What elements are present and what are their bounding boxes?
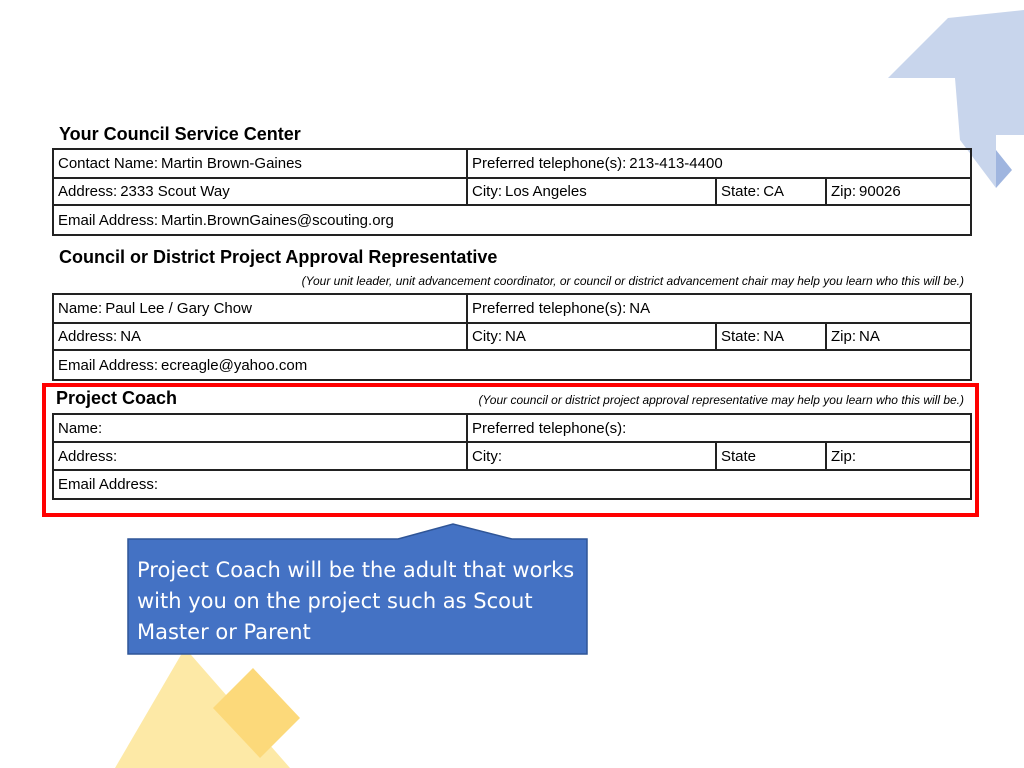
city-label: City:	[472, 447, 502, 465]
email-label: Email Address:	[58, 476, 159, 493]
council-service-center-title: Your Council Service Center	[59, 124, 301, 144]
email-label: Email Address:	[58, 356, 159, 374]
address-label: Address:	[58, 328, 118, 345]
zip-label: Zip:	[831, 447, 857, 465]
zip-label: Zip:	[831, 328, 857, 345]
email-label: Email Address:	[58, 211, 159, 229]
state-label: State:	[721, 183, 761, 200]
city-label: City:	[472, 183, 502, 200]
project-coach-note: (Your council or district project approval representative may help you learn who this will be.)	[478, 393, 964, 407]
phone-label: Preferred telephone(s):	[472, 419, 627, 437]
state-value: CA	[763, 183, 785, 200]
city-value: Los Angeles	[505, 183, 587, 200]
approval-representative-note: (Your unit leader, unit advancement coordinator, or council or district advancement chair may help you learn who this will be.)	[301, 274, 964, 288]
address-value: NA	[120, 328, 142, 345]
approval-representative-title: Council or District Project Approval Representative	[59, 247, 498, 267]
email-value: Martin.BrownGaines@scouting.org	[161, 211, 394, 229]
phone-label: Preferred telephone(s):	[472, 155, 627, 172]
project-coach-title: Project Coach	[56, 388, 178, 408]
phone-value: 213-413-4400	[629, 155, 723, 172]
zip-value: NA	[859, 328, 880, 345]
state-label: State	[721, 447, 757, 465]
zip-value: 90026	[859, 183, 901, 200]
address-label: Address:	[58, 183, 118, 200]
address-value: 2333 Scout Way	[120, 183, 230, 200]
state-value: NA	[763, 328, 785, 345]
zip-label: Zip:	[831, 183, 857, 200]
phone-value: NA	[629, 300, 651, 317]
contact-name-label: Contact Name:	[58, 155, 159, 172]
phone-label: Preferred telephone(s):	[472, 300, 627, 317]
city-label: City:	[472, 328, 502, 345]
name-value: Paul Lee / Gary Chow	[105, 300, 252, 317]
city-value: NA	[505, 328, 526, 345]
address-label: Address:	[58, 447, 118, 465]
state-label: State:	[721, 328, 761, 345]
name-label: Name:	[58, 419, 103, 437]
contact-name-value: Martin Brown-Gaines	[161, 155, 302, 172]
email-value: ecreagle@yahoo.com	[161, 356, 308, 374]
callout-text: Project Coach will be the adult that works with you on the project such as Scout Master or Parent	[137, 558, 575, 644]
name-label: Name:	[58, 300, 103, 317]
